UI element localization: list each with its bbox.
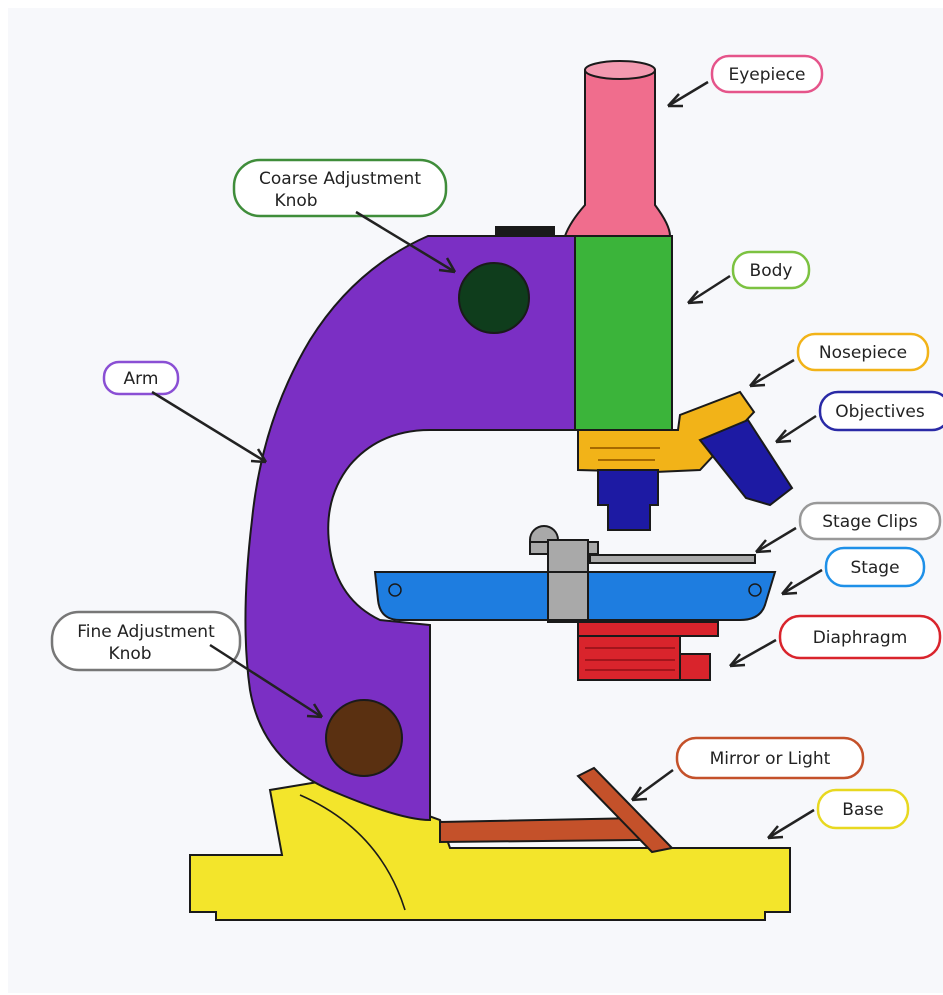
label-base-text: Base (842, 800, 884, 820)
label-stage-clips-text: Stage Clips (822, 512, 918, 532)
label-diaphragm-text: Diaphragm (812, 628, 908, 648)
label-coarse-line1: Coarse Adjustment (259, 169, 421, 189)
label-nosepiece-text: Nosepiece (818, 343, 908, 363)
coarse-adjustment-knob (459, 263, 529, 333)
label-coarse-line2: Knob (274, 191, 318, 211)
label-fine-line1: Fine Adjustment (77, 622, 215, 642)
body-part (575, 236, 672, 430)
label-fine-line2: Knob (108, 644, 152, 664)
label-stage-text: Stage (850, 558, 900, 578)
label-eyepiece-text: Eyepiece (728, 65, 806, 85)
stage-part (375, 572, 775, 620)
arm-top-cap (495, 226, 555, 236)
paper-background (8, 8, 943, 993)
label-arm-text: Arm (123, 369, 159, 389)
label-objectives-text: Objectives (835, 402, 925, 422)
label-mirror-or-light-text: Mirror or Light (709, 749, 831, 769)
label-body-text: Body (749, 261, 793, 281)
fine-adjustment-knob (326, 700, 402, 776)
